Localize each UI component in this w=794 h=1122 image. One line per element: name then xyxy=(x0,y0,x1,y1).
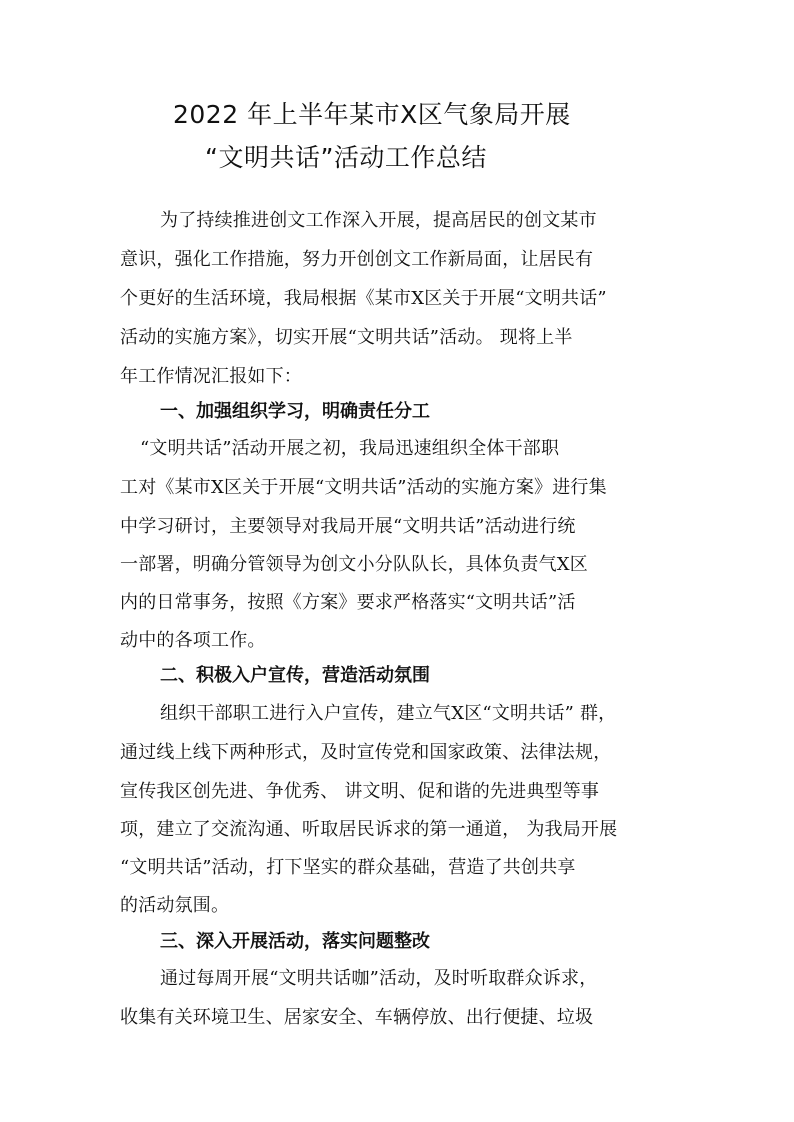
section-2-line-5: “文明共话”活动，打下坚实的群众基础，营造了共创共享 xyxy=(120,857,576,878)
intro-line-2: 意识，强化工作措施，努力开创创文工作新局面，让居民有 xyxy=(120,249,594,270)
section-1-line-6: 动中的各项工作。 xyxy=(120,630,266,651)
section-2-line-1: 组织干部职工进行入户宣传，建立气X区“文明共话” 群， xyxy=(160,703,617,724)
document-title-line-1: 2022 年上半年某市X区气象局开展 xyxy=(173,100,571,129)
section-1-line-5: 内的日常事务，按照《方案》要求严格落实“文明共话”活 xyxy=(120,592,576,613)
document-title-line-2: “文明共话”活动工作总结 xyxy=(205,143,487,172)
section-1-heading: 一、加强组织学习，明确责任分工 xyxy=(160,401,430,422)
intro-line-1: 为了持续推进创文工作深入开展，提高居民的创文某市 xyxy=(160,210,597,231)
section-1-line-1: “文明共话”活动开展之初，我局迅速组织全体干部职 xyxy=(140,438,560,459)
intro-line-5: 年工作情况汇报如下： xyxy=(120,366,302,387)
section-1-line-2: 工对《某市X区关于开展“文明共话”活动的实施方案》进行集 xyxy=(120,477,607,498)
intro-line-3: 个更好的生活环境，我局根据《某市X区关于开展“文明共话” xyxy=(120,288,607,309)
section-1-line-3: 中学习研讨，主要领导对我局开展“文明共话”活动进行统 xyxy=(120,516,576,537)
section-2-line-4: 项，建立了交流沟通、听取居民诉求的第一通道， 为我局开展 xyxy=(120,819,618,840)
section-2-line-6: 的活动氛围。 xyxy=(120,895,230,916)
intro-line-4: 活动的实施方案》，切实开展“文明共话”活动。 现将上半 xyxy=(120,327,573,348)
section-1-line-4: 一部署，明确分管领导为创文小分队队长，具体负责气X区 xyxy=(120,554,589,575)
section-2-heading: 二、积极入户宣传，营造活动氛围 xyxy=(160,665,430,686)
section-2-line-3: 宣传我区创先进、争优秀、 讲文明、促和谐的先进典型等事 xyxy=(120,781,600,802)
section-2-line-2: 通过线上线下两种形式，及时宣传党和国家政策、法律法规， xyxy=(120,742,612,763)
section-3-line-1: 通过每周开展“文明共话咖”活动，及时听取群众诉求， xyxy=(160,968,598,989)
section-3-heading: 三、深入开展活动，落实问题整改 xyxy=(160,931,430,952)
section-3-line-2: 收集有关环境卫生、居家安全、车辆停放、出行便捷、垃圾 xyxy=(120,1007,594,1028)
